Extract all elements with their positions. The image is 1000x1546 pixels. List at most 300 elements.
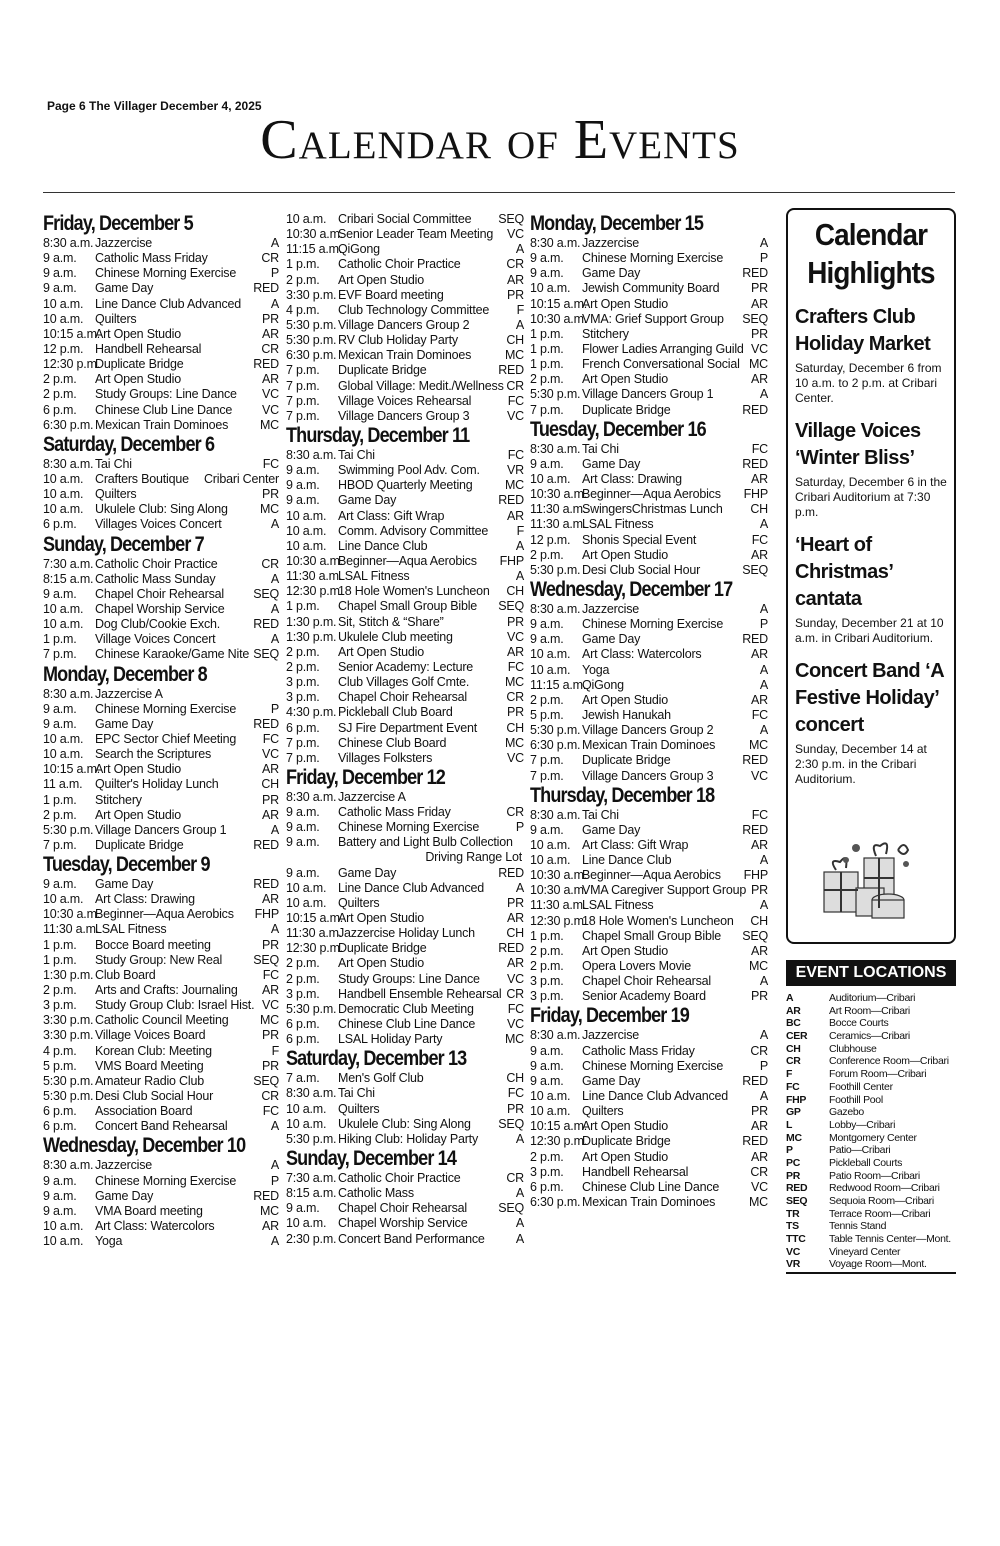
event-row xyxy=(43,572,279,587)
event-row xyxy=(286,509,524,524)
event-location: FC xyxy=(751,441,768,456)
event-row xyxy=(286,1032,524,1047)
event-time: 1 p.m. xyxy=(43,937,77,952)
event-name: LSAL Fitness xyxy=(95,922,167,937)
event-name: Village Dancers Group 2 xyxy=(582,723,714,738)
event-name: Men's Golf Club xyxy=(338,1071,424,1086)
event-time: 6 p.m. xyxy=(530,1179,564,1194)
event-row xyxy=(43,403,279,418)
location-row xyxy=(786,992,956,1005)
event-name: Art Open Studio xyxy=(338,956,424,971)
event-name: Catholic Mass Sunday xyxy=(95,571,216,586)
highlight-body: Saturday, December 6 in the Cribari Auditorium at 7:30 p.m. xyxy=(795,475,947,519)
event-row xyxy=(43,968,279,983)
event-name: Villages Folksters xyxy=(338,750,433,765)
event-time: 6:30 p.m. xyxy=(530,1195,581,1210)
event-location: CR xyxy=(261,556,279,571)
event-row xyxy=(530,647,768,662)
event-row xyxy=(43,517,279,532)
event-location: VC xyxy=(262,387,279,402)
event-location: FC xyxy=(507,393,524,408)
event-time: 8:30 a.m. xyxy=(43,686,94,701)
event-name: Village Dancers Group 1 xyxy=(95,822,227,837)
event-row xyxy=(530,1028,768,1043)
event-time: 5:30 p.m. xyxy=(43,1089,94,1104)
event-name: Quilters xyxy=(95,487,137,502)
event-row xyxy=(530,838,768,853)
event-time: 9 a.m. xyxy=(43,586,77,601)
event-row xyxy=(286,705,524,720)
event-row xyxy=(530,738,768,753)
event-name: Mexican Train Dominoes xyxy=(95,417,229,432)
event-name: Handbell Ensemble Rehearsal xyxy=(338,986,502,1001)
event-location: SEQ xyxy=(253,647,279,662)
event-name: Chinese Club Line Dance xyxy=(338,1017,476,1032)
event-row xyxy=(286,524,524,539)
event-time: 9 a.m. xyxy=(286,835,320,850)
event-location: P xyxy=(515,820,524,835)
event-time: 9 a.m. xyxy=(530,632,564,647)
event-name: Association Board xyxy=(95,1104,193,1119)
event-time: 1 p.m. xyxy=(530,928,564,943)
event-location: RED xyxy=(742,456,768,471)
event-location: AR xyxy=(507,508,524,523)
day-heading: Tuesday, December 9 xyxy=(43,853,210,877)
event-name: VMS Board Meeting xyxy=(95,1058,204,1073)
location-name: Vineyard Center xyxy=(829,1245,901,1258)
event-location: AR xyxy=(751,372,768,387)
event-row xyxy=(530,457,768,472)
event-time: 10 a.m. xyxy=(286,1116,327,1131)
event-name: Art Open Studio xyxy=(95,372,181,387)
event-location: CR xyxy=(750,1043,768,1058)
event-time: 7:30 a.m. xyxy=(43,556,94,571)
event-name: Club Villages Golf Cmte. xyxy=(338,675,470,690)
event-time: 2 p.m. xyxy=(286,659,320,674)
event-location: CR xyxy=(261,341,279,356)
event-time: 9 a.m. xyxy=(286,478,320,493)
event-row xyxy=(530,281,768,296)
event-location: MC xyxy=(504,348,524,363)
event-row xyxy=(286,721,524,736)
event-row xyxy=(286,303,524,318)
event-location: MC xyxy=(259,1013,279,1028)
highlight-body: Sunday, December 14 at 2:30 p.m. in the Cribari Auditorium. xyxy=(795,742,927,786)
event-row xyxy=(43,502,279,517)
event-name: Chinese Club Line Dance xyxy=(582,1179,720,1194)
event-row xyxy=(43,998,279,1013)
event-location: RED xyxy=(742,753,768,768)
event-name: Chapel Worship Service xyxy=(95,601,225,616)
event-time: 7 p.m. xyxy=(530,753,564,768)
event-time: 7 p.m. xyxy=(286,363,320,378)
event-name: Jazzercise xyxy=(582,1028,640,1043)
location-name: Foothill Center xyxy=(829,1080,893,1093)
calendar-highlights-box xyxy=(786,208,956,944)
event-row xyxy=(43,266,279,281)
location-row xyxy=(786,1081,956,1094)
event-time: 8:30 a.m. xyxy=(530,807,581,822)
event-location: AR xyxy=(751,943,768,958)
event-name: Jazzercise xyxy=(582,236,640,250)
event-time: 8:30 a.m. xyxy=(286,447,337,462)
event-name: Study Group: New Real xyxy=(95,952,223,967)
event-row xyxy=(43,557,279,572)
day-heading: Friday, December 5 xyxy=(43,212,193,235)
day-heading: Sunday, December 7 xyxy=(43,532,204,556)
event-location: PR xyxy=(751,1104,768,1119)
event-name: Village Voices Rehearsal xyxy=(338,393,472,408)
event-row xyxy=(286,850,524,865)
event-name: Game Day xyxy=(582,456,641,471)
event-location: VC xyxy=(507,750,524,765)
event-location: F xyxy=(271,1043,279,1058)
event-location: P xyxy=(759,617,768,632)
event-location: VR xyxy=(507,463,524,478)
event-name: LSAL Holiday Party xyxy=(338,1032,443,1047)
event-row xyxy=(530,769,768,784)
event-row xyxy=(530,723,768,738)
event-time: 2 p.m. xyxy=(530,943,564,958)
event-location: RED xyxy=(253,357,279,372)
event-location: A xyxy=(515,317,524,332)
event-name: Art Open Studio xyxy=(338,911,424,926)
event-locations-title: EVENT LOCATIONS xyxy=(786,960,956,986)
event-location: A xyxy=(515,1186,524,1201)
event-row xyxy=(530,297,768,312)
event-time: 3:30 p.m. xyxy=(286,287,337,302)
day-heading: Wednesday, December 17 xyxy=(530,577,733,601)
event-name: Line Dance Club Advanced xyxy=(582,1089,728,1104)
event-location: CH xyxy=(506,926,524,941)
event-location: A xyxy=(515,569,524,584)
event-time: 12:30 p.m. xyxy=(286,941,344,956)
event-name: Handbell Rehearsal xyxy=(582,1164,689,1179)
event-name: Catholic Mass Friday xyxy=(338,805,451,820)
event-location: P xyxy=(270,701,279,716)
event-name: Game Day xyxy=(338,865,397,880)
event-time: 12:30 p.m. xyxy=(530,913,588,928)
event-name: Quilters xyxy=(338,895,380,910)
event-location: RED xyxy=(253,1188,279,1203)
event-name: Study Groups: Line Dance xyxy=(95,387,237,402)
event-name: Duplicate Bridge xyxy=(338,941,427,956)
event-location: RED xyxy=(498,363,524,378)
event-time: 10 a.m. xyxy=(530,837,571,852)
event-row xyxy=(286,690,524,705)
event-location: CH xyxy=(506,333,524,348)
event-location: AR xyxy=(507,644,524,659)
location-code: F xyxy=(786,1068,793,1081)
event-name: Village Dancers Group 3 xyxy=(338,408,470,423)
location-code: CR xyxy=(786,1055,801,1068)
highlight-heading: Concert Band ‘A Festive Holiday’ concert xyxy=(795,660,944,736)
location-code: FC xyxy=(786,1080,800,1093)
event-row xyxy=(43,602,279,617)
event-location: AR xyxy=(507,272,524,287)
event-time: 8:30 a.m. xyxy=(286,789,337,804)
event-name: Stitchery xyxy=(95,792,142,807)
event-name: Village Dancers Group 1 xyxy=(582,387,714,402)
event-name: Chapel Choir Rehearsal xyxy=(338,1201,468,1216)
event-name: Game Day xyxy=(338,493,397,508)
event-time: 1 p.m. xyxy=(286,257,320,272)
event-time: 6 p.m. xyxy=(286,720,320,735)
event-time: 9 a.m. xyxy=(43,1173,77,1188)
gift-boxes-illustration xyxy=(816,830,926,925)
event-name: Line Dance Club Advanced xyxy=(338,880,484,895)
event-name: Art Open Studio xyxy=(95,326,181,341)
event-location: VC xyxy=(507,1017,524,1032)
location-code: PR xyxy=(786,1169,800,1182)
event-row xyxy=(43,732,279,747)
event-time: 10:15 a.m. xyxy=(286,911,344,926)
event-location: A xyxy=(759,1089,768,1104)
event-location: RED xyxy=(253,281,279,296)
event-time: 1 p.m. xyxy=(530,326,564,341)
event-location: MC xyxy=(504,1032,524,1047)
event-name: Art Class: Watercolors xyxy=(95,1219,215,1234)
event-name: QiGong xyxy=(582,677,624,692)
location-name: Voyage Room—Mont. xyxy=(829,1258,927,1271)
event-time: 11:30 a.m. xyxy=(286,569,343,584)
event-row xyxy=(43,647,279,662)
event-time: 10:30 a.m. xyxy=(530,311,588,326)
event-row xyxy=(43,312,279,327)
event-row xyxy=(43,953,279,968)
location-row xyxy=(786,1233,956,1246)
event-location: AR xyxy=(751,1149,768,1164)
event-time: 10 a.m. xyxy=(286,1101,327,1116)
event-row xyxy=(530,1150,768,1165)
event-time: 2 p.m. xyxy=(530,1149,564,1164)
location-row xyxy=(786,1208,956,1221)
event-location: FHP xyxy=(254,907,279,922)
event-location: FC xyxy=(507,447,524,462)
event-location: RED xyxy=(498,941,524,956)
event-location: PR xyxy=(507,705,524,720)
location-code: GP xyxy=(786,1106,801,1119)
event-row xyxy=(530,808,768,823)
event-row xyxy=(530,693,768,708)
event-time: 11:15 a.m. xyxy=(286,242,343,257)
event-time: 7 p.m. xyxy=(286,393,320,408)
event-time: 10:30 a.m. xyxy=(530,487,588,502)
day-heading: Wednesday, December 10 xyxy=(43,1134,246,1158)
event-row xyxy=(286,448,524,463)
event-location: AR xyxy=(262,762,279,777)
event-name: French Conversational Social xyxy=(582,357,740,372)
event-time: 9 a.m. xyxy=(530,456,564,471)
event-name: Study Group Club: Israel Hist. xyxy=(95,998,255,1013)
event-row xyxy=(530,974,768,989)
event-name: Club Technology Committee xyxy=(338,302,490,317)
event-time: 10 a.m. xyxy=(530,647,571,662)
event-time: 5:30 p.m. xyxy=(530,387,581,402)
event-time: 10 a.m. xyxy=(43,601,84,616)
event-name: Desi Club Social Hour xyxy=(582,562,701,577)
location-code: TR xyxy=(786,1207,800,1220)
event-row xyxy=(530,312,768,327)
event-row xyxy=(43,472,279,487)
location-code: VR xyxy=(786,1258,800,1271)
location-code: SEQ xyxy=(786,1195,808,1207)
event-row xyxy=(286,1002,524,1017)
day-heading: Tuesday, December 16 xyxy=(530,417,706,441)
event-location: A xyxy=(759,898,768,913)
event-time: 5:30 p.m. xyxy=(43,1073,94,1088)
event-time: 9 a.m. xyxy=(43,701,77,716)
event-location: CR xyxy=(506,1171,524,1186)
location-name: Clubhouse xyxy=(829,1042,877,1055)
event-time: 2 p.m. xyxy=(530,547,564,562)
event-row xyxy=(286,1201,524,1216)
event-row xyxy=(286,539,524,554)
event-name: Art Open Studio xyxy=(338,644,424,659)
event-name: Ukulele Club meeting xyxy=(338,629,453,644)
event-row xyxy=(530,357,768,372)
event-location: RED xyxy=(253,617,279,632)
event-row xyxy=(530,617,768,632)
event-location: CH xyxy=(506,720,524,735)
event-name: Chapel Choir Rehearsal xyxy=(582,974,712,989)
event-name: Beginner—Aqua Aerobics xyxy=(582,868,721,883)
event-time: 10 a.m. xyxy=(530,281,571,296)
event-time: 10:30 a.m. xyxy=(530,868,588,883)
event-time: 10 a.m. xyxy=(530,662,571,677)
event-row xyxy=(43,1028,279,1043)
location-row xyxy=(786,1055,956,1068)
event-row xyxy=(530,868,768,883)
event-row xyxy=(286,348,524,363)
event-location xyxy=(277,687,279,702)
location-row xyxy=(786,1017,956,1030)
event-location xyxy=(522,850,524,865)
event-time: 7 a.m. xyxy=(286,1071,320,1086)
event-time: 9 a.m. xyxy=(43,716,77,731)
location-code: TTC xyxy=(786,1233,806,1246)
event-location: VC xyxy=(751,341,768,356)
event-time: 11:30 a.m. xyxy=(530,517,587,532)
event-name: Game Day xyxy=(582,1073,641,1088)
event-location: AR xyxy=(262,892,279,907)
event-name: Chinese Club Line Dance xyxy=(95,402,233,417)
event-time: 7 p.m. xyxy=(286,378,320,393)
event-name: Catholic Council Meeting xyxy=(95,1013,229,1028)
location-row xyxy=(786,1132,956,1145)
event-row xyxy=(286,1102,524,1117)
event-time: 2 p.m. xyxy=(530,959,564,974)
event-row xyxy=(530,1089,768,1104)
event-name: Art Open Studio xyxy=(582,1149,668,1164)
event-time: 7 p.m. xyxy=(43,647,77,662)
event-row xyxy=(43,372,279,387)
event-name: Duplicate Bridge xyxy=(582,1134,671,1149)
event-name: Catholic Mass Friday xyxy=(95,251,208,266)
highlight-item xyxy=(795,532,947,646)
event-name: Art Open Studio xyxy=(582,1119,668,1134)
event-row xyxy=(530,236,768,251)
event-location: A xyxy=(515,1131,524,1146)
event-location: VC xyxy=(262,402,279,417)
event-row xyxy=(43,983,279,998)
event-location: MC xyxy=(748,959,768,974)
event-row xyxy=(530,602,768,617)
highlight-body: Sunday, December 21 at 10 a.m. in Cribari Auditorium. xyxy=(795,616,944,645)
event-location: P xyxy=(759,251,768,266)
event-location xyxy=(522,790,524,805)
event-name: Concert Band Performance xyxy=(338,1231,485,1246)
event-location: A xyxy=(759,662,768,677)
event-time: 10 a.m. xyxy=(43,487,84,502)
event-name: Arts and Crafts: Journaling xyxy=(95,983,238,998)
event-time: 10 a.m. xyxy=(43,1234,84,1249)
event-name: Driving Range Lot xyxy=(425,850,522,865)
event-location: VC xyxy=(507,227,524,242)
event-row xyxy=(43,1219,279,1234)
event-row xyxy=(286,660,524,675)
event-row xyxy=(286,318,524,333)
event-location: MC xyxy=(504,675,524,690)
day-heading: Thursday, December 11 xyxy=(286,423,470,447)
event-row xyxy=(286,956,524,971)
event-location: CR xyxy=(261,1089,279,1104)
event-name: Village Dancers Group 2 xyxy=(338,317,470,332)
event-name: Yoga xyxy=(582,662,610,677)
event-time: 12:30 p.m. xyxy=(43,357,101,372)
event-location: A xyxy=(270,1234,279,1249)
event-name: Chapel Small Group Bible xyxy=(582,928,722,943)
location-row xyxy=(786,1106,956,1119)
event-name: Chinese Morning Exercise xyxy=(582,251,724,266)
event-location: SEQ xyxy=(253,952,279,967)
event-row xyxy=(286,866,524,881)
event-time: 7 p.m. xyxy=(286,750,320,765)
event-row xyxy=(530,502,768,517)
event-location: FHP xyxy=(499,553,524,568)
event-location: RED xyxy=(742,632,768,647)
event-location: AR xyxy=(751,837,768,852)
location-name: Forum Room—Cribari xyxy=(829,1068,927,1081)
event-row xyxy=(43,1119,279,1134)
event-location: A xyxy=(759,853,768,868)
event-time: 7 p.m. xyxy=(530,402,564,417)
event-name: 18 Hole Women's Luncheon xyxy=(338,584,490,599)
event-row xyxy=(43,808,279,823)
event-row xyxy=(286,987,524,1002)
event-location: PR xyxy=(751,989,768,1004)
location-code: TS xyxy=(786,1220,799,1233)
event-time: 10 a.m. xyxy=(43,1219,84,1234)
event-time: 10 a.m. xyxy=(530,853,571,868)
event-time: 8:15 a.m. xyxy=(286,1186,337,1201)
event-name: Chapel Choir Rehearsal xyxy=(338,690,468,705)
event-time: 9 a.m. xyxy=(43,251,77,266)
event-location: FC xyxy=(262,456,279,471)
event-location: A xyxy=(515,538,524,553)
event-location: RED xyxy=(253,837,279,852)
event-location: RED xyxy=(253,716,279,731)
event-row xyxy=(286,599,524,614)
location-name: Conference Room—Cribari xyxy=(829,1055,949,1068)
event-location: AR xyxy=(262,326,279,341)
event-row xyxy=(43,938,279,953)
event-location: P xyxy=(759,1058,768,1073)
event-row xyxy=(286,896,524,911)
event-time: 2 p.m. xyxy=(530,692,564,707)
location-name: Table Tennis Center—Mont. xyxy=(829,1233,951,1246)
event-time: 3 p.m. xyxy=(530,974,564,989)
